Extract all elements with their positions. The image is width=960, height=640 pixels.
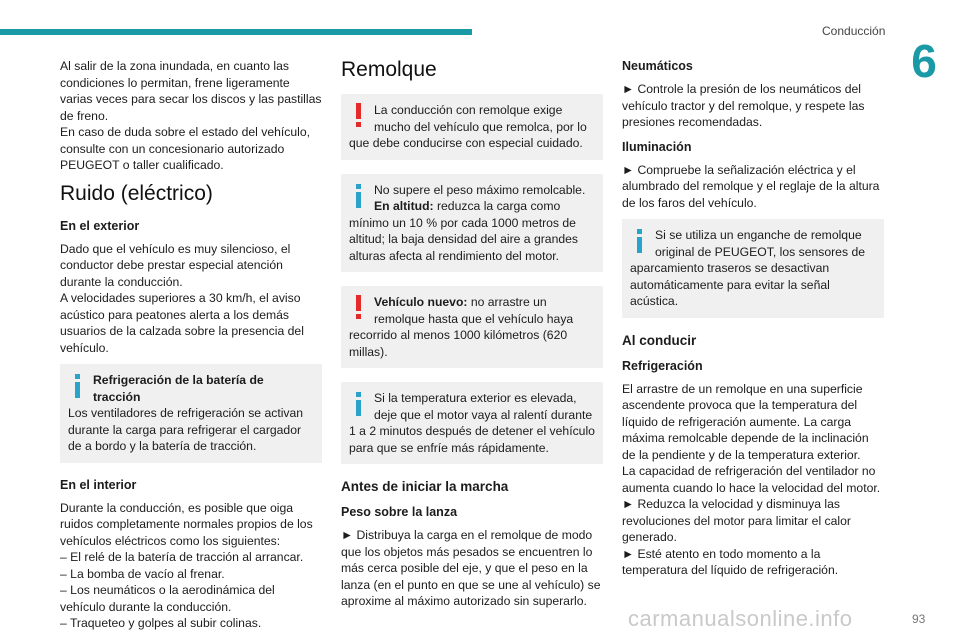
heading-peso: Peso sobre la lanza [341,505,458,519]
note-title: Refrigeración de la batería de tracción [93,373,264,404]
note-text: La conducción con remolque exige mucho del vehículo que remolca, por lo que debe conducirse con especial cuidado. [349,103,587,150]
refrig-text: ► Esté atento en todo momento a la temperatura del líquido de refrigeración. [622,546,839,577]
heading-al-conducir: Al conducir [622,332,697,348]
refrig-text: El arrastre de un remolque en una superficie ascendente provoca que la temperatura del líquido de refrigeración aumente. La carga máxima remolcable depende de la inclinación de la pendiente y de la temperatura exterior. [622,381,869,462]
column-2 [341,58,603,618]
info-icon [68,372,90,398]
refrigeracion-paragraph [622,381,884,579]
top-accent-bar [0,29,472,35]
peso-paragraph: ► Distribuya la carga en el remolque de modo que los objetos más pesados se encuentren lo más cerca posible del eje, y que el peso en la lanza (en el punto en que se une al vehículo) se aproxime al máximo autorizado sin superarlo. [341,528,601,608]
page-number: 93 [912,612,926,626]
exterior-paragraph [60,241,322,357]
warning-icon [349,294,371,320]
note-bold: En altitud: [374,199,434,213]
watermark: carmanualsonline.info [628,606,853,631]
column-1 [60,58,322,640]
note-bold: Vehículo nuevo: [374,295,468,309]
interior-text: Durante la conducción, es posible que oiga ruidos completamente normales propios de los vehículos eléctricos como los siguientes: [60,500,313,548]
info-note-2 [341,174,603,273]
heading-iluminacion: Iluminación [622,139,692,154]
column-3 [622,58,884,587]
interior-paragraph [60,500,322,632]
list-item: – El relé de la batería de tracción al arrancar. [60,550,304,564]
note-text: No supere el peso máximo remolcable. [374,182,586,197]
intro-text-2: En caso de duda sobre el estado del vehículo, consulte con un concesionario autorizado PEUGEOT o taller cualificado. [60,125,311,172]
heading-neumaticos: Neumáticos [622,59,693,73]
warning-icon [349,102,371,128]
list-item: – Traqueteo y golpes al subir colinas. [60,616,262,630]
heading-ruido: Ruido (eléctrico) [60,181,213,205]
note-body: Los ventiladores de refrigeración se activan durante la carga para refrigerar el cargador de a bordo y la batería de tracción. [68,406,304,453]
info-icon [630,227,652,253]
exterior-text-1: Dado que el vehículo es muy silencioso, el conductor debe prestar especial atención durante la conducción. [60,241,291,289]
section-title: Conducción [822,24,886,38]
iluminacion-paragraph: ► Compruebe la señalización eléctrica y el alumbrado del remolque y el reglaje de la altura de los faros del vehículo. [622,162,880,210]
refrig-text: ► Reduzca la velocidad y disminuya las revoluciones del motor para limitar el calor generado. [622,497,851,544]
list-item: – Los neumáticos o la aerodinámica del vehículo durante la conducción. [60,583,275,614]
warning-note-3 [341,286,603,368]
note-text: reduzca la carga como mínimo un 10 % por cada 1000 metros de altitud; la baja densidad del aire a grandes alturas afecta al rendimiento del motor. [349,199,579,263]
info-note-battery [60,364,322,463]
intro-paragraph [60,58,322,174]
list-item: – La bomba de vacío al frenar. [60,566,225,581]
info-icon [349,390,371,416]
heading-exterior: En el exterior [60,218,140,233]
heading-refrigeracion: Refrigeración [622,358,703,373]
note-text: Si la temperatura exterior es elevada, deje que el motor vaya al ralentí durante 1 a 2 minutos después de detener el vehículo para que se enfríe más rápidamente. [349,391,595,455]
note-text: Si se utiliza un enganche de remolque original de PEUGEOT, los sensores de aparcamiento traseros se desactivan automáticamente para evitar la señal acústica. [630,228,865,308]
exterior-text-2: A velocidades superiores a 30 km/h, el aviso acústico para peatones alerta a los demás usuarios de la calzada sobre la presencia del vehículo. [60,291,304,355]
info-note-enganche [622,219,884,318]
note-text: no arrastre un remolque hasta que el vehículo haya recorrido al menos 1000 kilómetros (620 millas). [349,295,574,359]
heading-antes: Antes de iniciar la marcha [341,479,509,494]
intro-text: Al salir de la zona inundada, en cuanto las condiciones lo permitan, frene ligeramente varias veces para secar los discos y las pastillas de freno. [60,59,322,123]
neumaticos-paragraph: ► Controle la presión de los neumáticos del vehículo tractor y del remolque, y respete las presiones recomendadas. [622,82,865,129]
chapter-number: 6 [911,35,937,87]
refrig-text: La capacidad de refrigeración del ventilador no aumenta cuando lo hace la velocidad del motor. [622,464,881,495]
warning-note-1 [341,94,603,160]
info-icon [349,182,371,208]
heading-interior: En el interior [60,477,137,492]
info-note-4 [341,382,603,464]
heading-remolque: Remolque [341,58,437,81]
